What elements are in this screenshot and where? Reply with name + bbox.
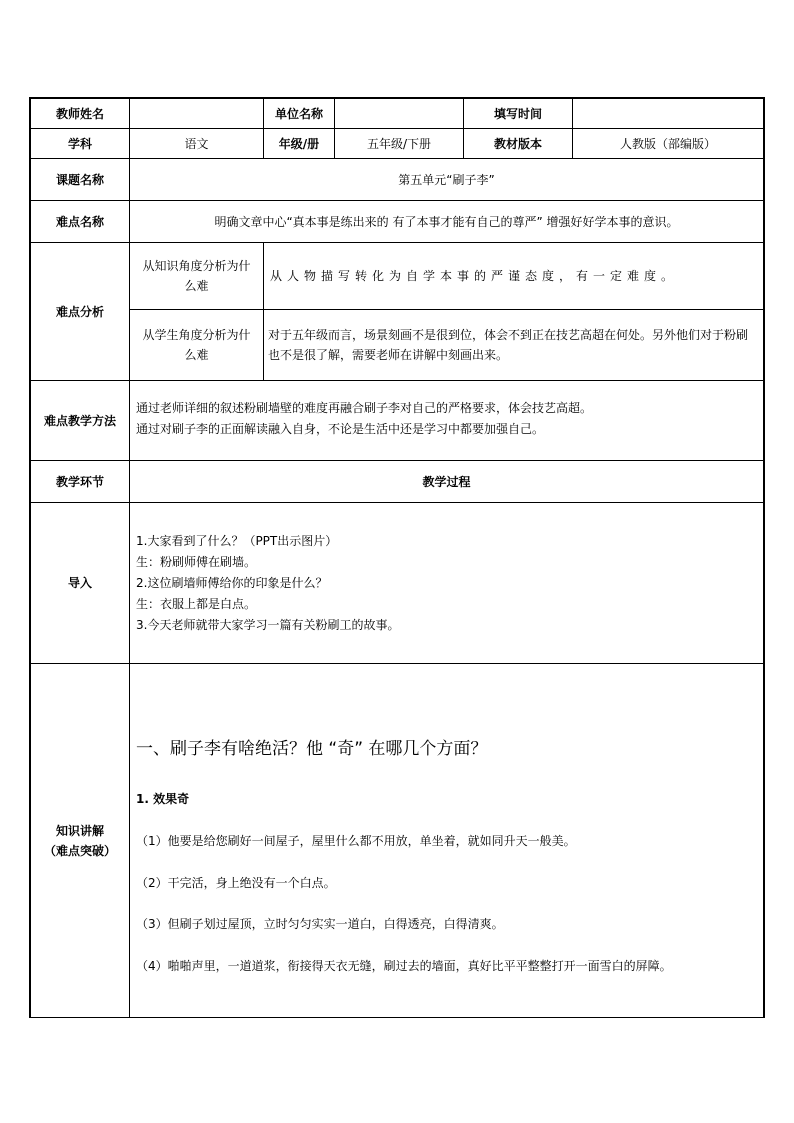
knowledge-subheading: 1. 效果奇 [136,792,190,806]
fill-date-label: 填写时间 [493,106,542,121]
intro-line: 生：衣服上都是白点。 [136,597,257,611]
topic-label: 课题名称 [55,172,104,187]
method-text [136,398,756,440]
difficulty-label: 难点名称 [55,214,104,229]
analysis-label: 难点分析 [55,304,104,319]
row-divider [29,380,765,381]
knowledge-label-line1: 知识讲解 [55,823,104,838]
subject-label: 学科 [67,136,92,151]
intro-text [136,531,756,636]
process-stage-label: 教学环节 [55,474,104,489]
row-divider [29,663,765,664]
process-header: 教学过程 [422,474,471,489]
knowledge-item: （4）啪啪声里，一道道浆，衔接得天衣无缝，刷过去的墙面，真好比平平整整打开一面雪白的屏障。 [136,959,672,973]
knowledge-label-line2: （难点突破） [43,843,116,858]
unit-name-label: 单位名称 [274,106,323,121]
topic-value: 第五单元“刷子李” [398,172,495,187]
method-label: 难点教学方法 [43,413,116,428]
intro-line: 1.大家看到了什么？（PPT出示图片） [136,534,338,548]
intro-line: 生：粉刷师傅在刷墙。 [136,555,257,569]
subject-value: 语文 [184,136,209,151]
row-divider [29,502,765,503]
edition-value: 人教版（部编版） [619,136,716,151]
knowledge-item: （2）干完活，身上绝没有一个白点。 [136,876,336,890]
knowledge-angle-label: 从知识角度分析为什么难 [142,259,251,293]
knowledge-item: （3）但刷子划过屋顶，立时匀匀实实一道白，白得透亮，白得清爽。 [136,917,504,931]
difficulty-value: 明确文章中心“真本事是练出来的 有了本事才能有自己的尊严” 增强好好学本事的意识。 [214,214,679,229]
teacher-name-label: 教师姓名 [55,106,104,121]
table-border-right [763,97,765,1018]
edition-label: 教材版本 [493,136,542,151]
unit-name-field[interactable] [335,99,463,128]
method-line: 通过老师详细的叙述粉刷墙壁的难度再融合刷子李对自己的严格要求，体会技艺高超。 [136,401,593,415]
intro-line: 2.这位刷墙师傅给你的印象是什么？ [136,576,328,590]
knowledge-item: （1）他要是给您刷好一间屋子，屋里什么都不用放，单坐着，就如同升天一般美。 [136,834,576,848]
student-angle-value: 对于五年级而言，场景刻画不是很到位，体会不到正在技艺高超在何处。另外他们对于粉刷也不是很了解，需要老师在讲解中刻画出来。 [268,328,749,362]
fill-date-field[interactable] [573,99,763,128]
table-border-bottom [29,1017,765,1018]
grade-label: 年级/册 [278,136,320,151]
method-line: 通过对刷子李的正面解读融入自身，不论是生活中还是学习中都要加强自己。 [136,422,545,436]
knowledge-angle-value: 从人物描写转化为自学本事的严谨态度，有一定难度。 [270,269,679,283]
teacher-name-field[interactable] [130,99,263,128]
knowledge-heading: 一、刷子李有啥绝活？他 “奇” 在哪几个方面？ [136,739,488,759]
knowledge-label [31,664,129,1017]
intro-label: 导入 [67,576,92,590]
intro-line: 3.今天老师就带大家学习一篇有关粉刷工的故事。 [136,618,400,632]
student-angle-label: 从学生角度分析为什么难 [142,328,251,362]
grade-value: 五年级/下册 [366,136,432,151]
